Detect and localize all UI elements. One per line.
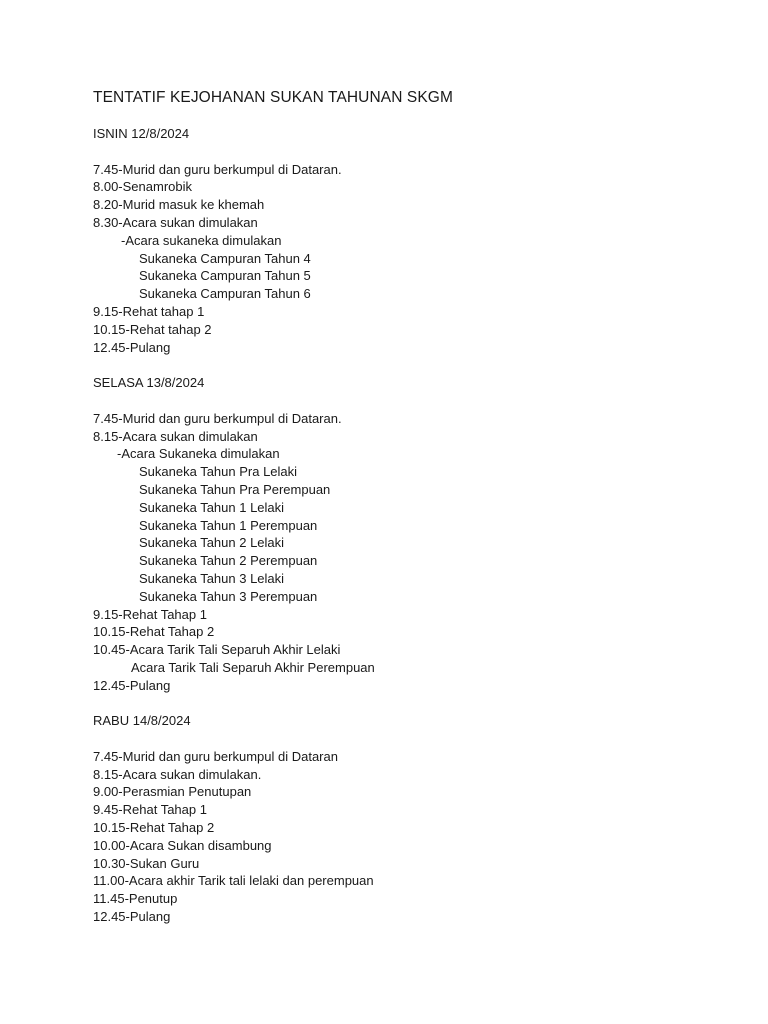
day-schedule xyxy=(93,161,713,357)
schedule-sub-item: Sukaneka Tahun 3 Perempuan xyxy=(139,588,318,604)
day-heading: ISNIN 12/8/2024 xyxy=(93,126,190,141)
day-heading: RABU 14/8/2024 xyxy=(93,713,191,729)
schedule-sub-item: -Acara Sukaneka dimulakan xyxy=(117,446,280,462)
schedule-item: 7.45-Murid dan guru berkumpul di Dataran xyxy=(93,748,338,764)
schedule-item: 9.15-Rehat tahap 1 xyxy=(93,303,205,319)
schedule-sub-item: Sukaneka Campuran Tahun 4 xyxy=(139,250,311,266)
schedule-item: 8.15-Acara sukan dimulakan xyxy=(93,428,258,444)
schedule-sub-item: Sukaneka Campuran Tahun 5 xyxy=(139,268,311,284)
schedule-item: 9.15-Rehat Tahap 1 xyxy=(93,606,207,622)
document-body xyxy=(93,88,713,944)
schedule-item: 8.30-Acara sukan dimulakan xyxy=(93,214,258,230)
schedule-sub-item: Sukaneka Tahun 1 Lelaki xyxy=(139,499,285,515)
schedule-sub-item: Acara Tarik Tali Separuh Akhir Perempuan xyxy=(131,659,375,675)
schedule-item: 7.45-Murid dan guru berkumpul di Dataran. xyxy=(93,161,342,177)
schedule-sub-item: Sukaneka Tahun Pra Perempuan xyxy=(139,481,331,497)
day-heading: SELASA 13/8/2024 xyxy=(93,375,205,391)
schedule-sub-item: -Acara sukaneka dimulakan xyxy=(121,232,282,248)
day-schedule xyxy=(93,410,713,695)
schedule-sub-item: Sukaneka Tahun 2 Lelaki xyxy=(139,535,285,551)
schedule-item: 9.45-Rehat Tahap 1 xyxy=(93,802,207,818)
schedule-item: 8.00-Senamrobik xyxy=(93,179,192,195)
schedule-item: 10.30-Sukan Guru xyxy=(93,855,200,871)
schedule-item: 12.45-Pulang xyxy=(93,909,171,925)
schedule-item: 7.45-Murid dan guru berkumpul di Dataran. xyxy=(93,410,342,426)
schedule-sub-item: Sukaneka Tahun 3 Lelaki xyxy=(139,570,285,586)
schedule-sub-item: Sukaneka Tahun 1 Perempuan xyxy=(139,517,318,533)
schedule-item: 12.45-Pulang xyxy=(93,677,171,693)
schedule-item: 8.20-Murid masuk ke khemah xyxy=(93,197,265,213)
schedule-item: 10.00-Acara Sukan disambung xyxy=(93,837,272,853)
schedule-item: 10.15-Rehat Tahap 2 xyxy=(93,624,215,640)
schedule-item: 11.45-Penutup xyxy=(93,891,178,907)
schedule-item: 10.15-Rehat tahap 2 xyxy=(93,321,212,337)
schedule-item: 12.45-Pulang xyxy=(93,339,171,355)
schedule-item: 10.45-Acara Tarik Tali Separuh Akhir Lelaki xyxy=(93,642,341,658)
schedule-item: 8.15-Acara sukan dimulakan. xyxy=(93,766,262,782)
schedule-sub-item: Sukaneka Campuran Tahun 6 xyxy=(139,286,311,302)
day-schedule xyxy=(93,748,713,926)
schedule-item: 11.00-Acara akhir Tarik tali lelaki dan perempuan xyxy=(93,873,374,889)
schedule-item: 9.00-Perasmian Penutupan xyxy=(93,784,252,800)
schedule-item: 10.15-Rehat Tahap 2 xyxy=(93,820,215,836)
schedule-sub-item: Sukaneka Tahun 2 Perempuan xyxy=(139,553,318,569)
document-title: TENTATIF KEJOHANAN SUKAN TAHUNAN SKGM xyxy=(93,89,453,106)
schedule-sub-item: Sukaneka Tahun Pra Lelaki xyxy=(139,464,298,480)
schedule xyxy=(93,125,713,926)
